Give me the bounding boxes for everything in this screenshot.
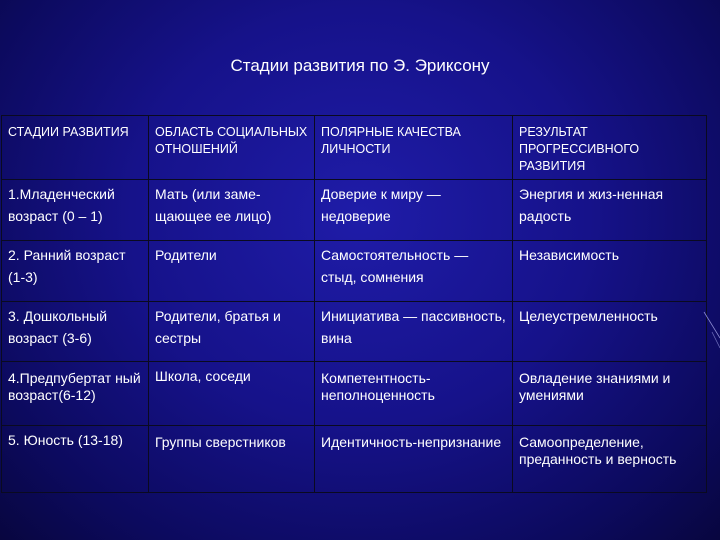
table-cell: Группы сверстников: [149, 426, 315, 493]
table-cell: Идентичность-непризнание: [315, 426, 513, 493]
table-cell: 2. Ранний возраст (1-3): [2, 241, 149, 302]
table-cell: 3. Дошкольный возраст (3-6): [2, 302, 149, 362]
header-cell-polar-qualities: ПОЛЯРНЫЕ КАЧЕСТВА ЛИЧНОСТИ: [315, 116, 513, 180]
table-cell: Самоопределение, преданность и верность: [513, 426, 707, 493]
erikson-stages-table: [1, 115, 707, 493]
table-cell: Мать (или заме-щающее ее лицо): [149, 180, 315, 241]
table-cell: Независимость: [513, 241, 707, 302]
table-cell: Родители: [149, 241, 315, 302]
table-row: [2, 362, 707, 426]
decorative-lines: [700, 310, 720, 350]
table-cell: Доверие к миру — недоверие: [315, 180, 513, 241]
table-row: [2, 302, 707, 362]
table-row: [2, 426, 707, 493]
table-cell: Школа, соседи: [149, 362, 315, 426]
table-cell: Целеустремленность: [513, 302, 707, 362]
table-header-row: [2, 116, 707, 180]
table-cell: 5. Юность (13-18): [2, 426, 149, 493]
table-cell: Родители, братья и сестры: [149, 302, 315, 362]
table-cell: Самостоятельность — стыд, сомнения: [315, 241, 513, 302]
header-cell-stages: СТАДИИ РАЗВИТИЯ: [2, 116, 149, 180]
slide-title: Стадии развития по Э. Эриксону: [230, 56, 490, 75]
header-cell-social-area: ОБЛАСТЬ СОЦИАЛЬНЫХ ОТНОШЕНИЙ: [149, 116, 315, 180]
table-cell: Энергия и жиз-ненная радость: [513, 180, 707, 241]
table-cell: Инициатива — пассивность, вина: [315, 302, 513, 362]
table-row: [2, 241, 707, 302]
table-cell: 1.Младенческий возраст (0 – 1): [2, 180, 149, 241]
table-cell: Компетентность-неполноценность: [315, 362, 513, 426]
table-cell: Овладение знаниями и умениями: [513, 362, 707, 426]
header-cell-result: РЕЗУЛЬТАТ ПРОГРЕССИВНОГО РАЗВИТИЯ: [513, 116, 707, 180]
table-cell: 4.Предпубертат ный возраст(6-12): [2, 362, 149, 426]
table-row: [2, 180, 707, 241]
